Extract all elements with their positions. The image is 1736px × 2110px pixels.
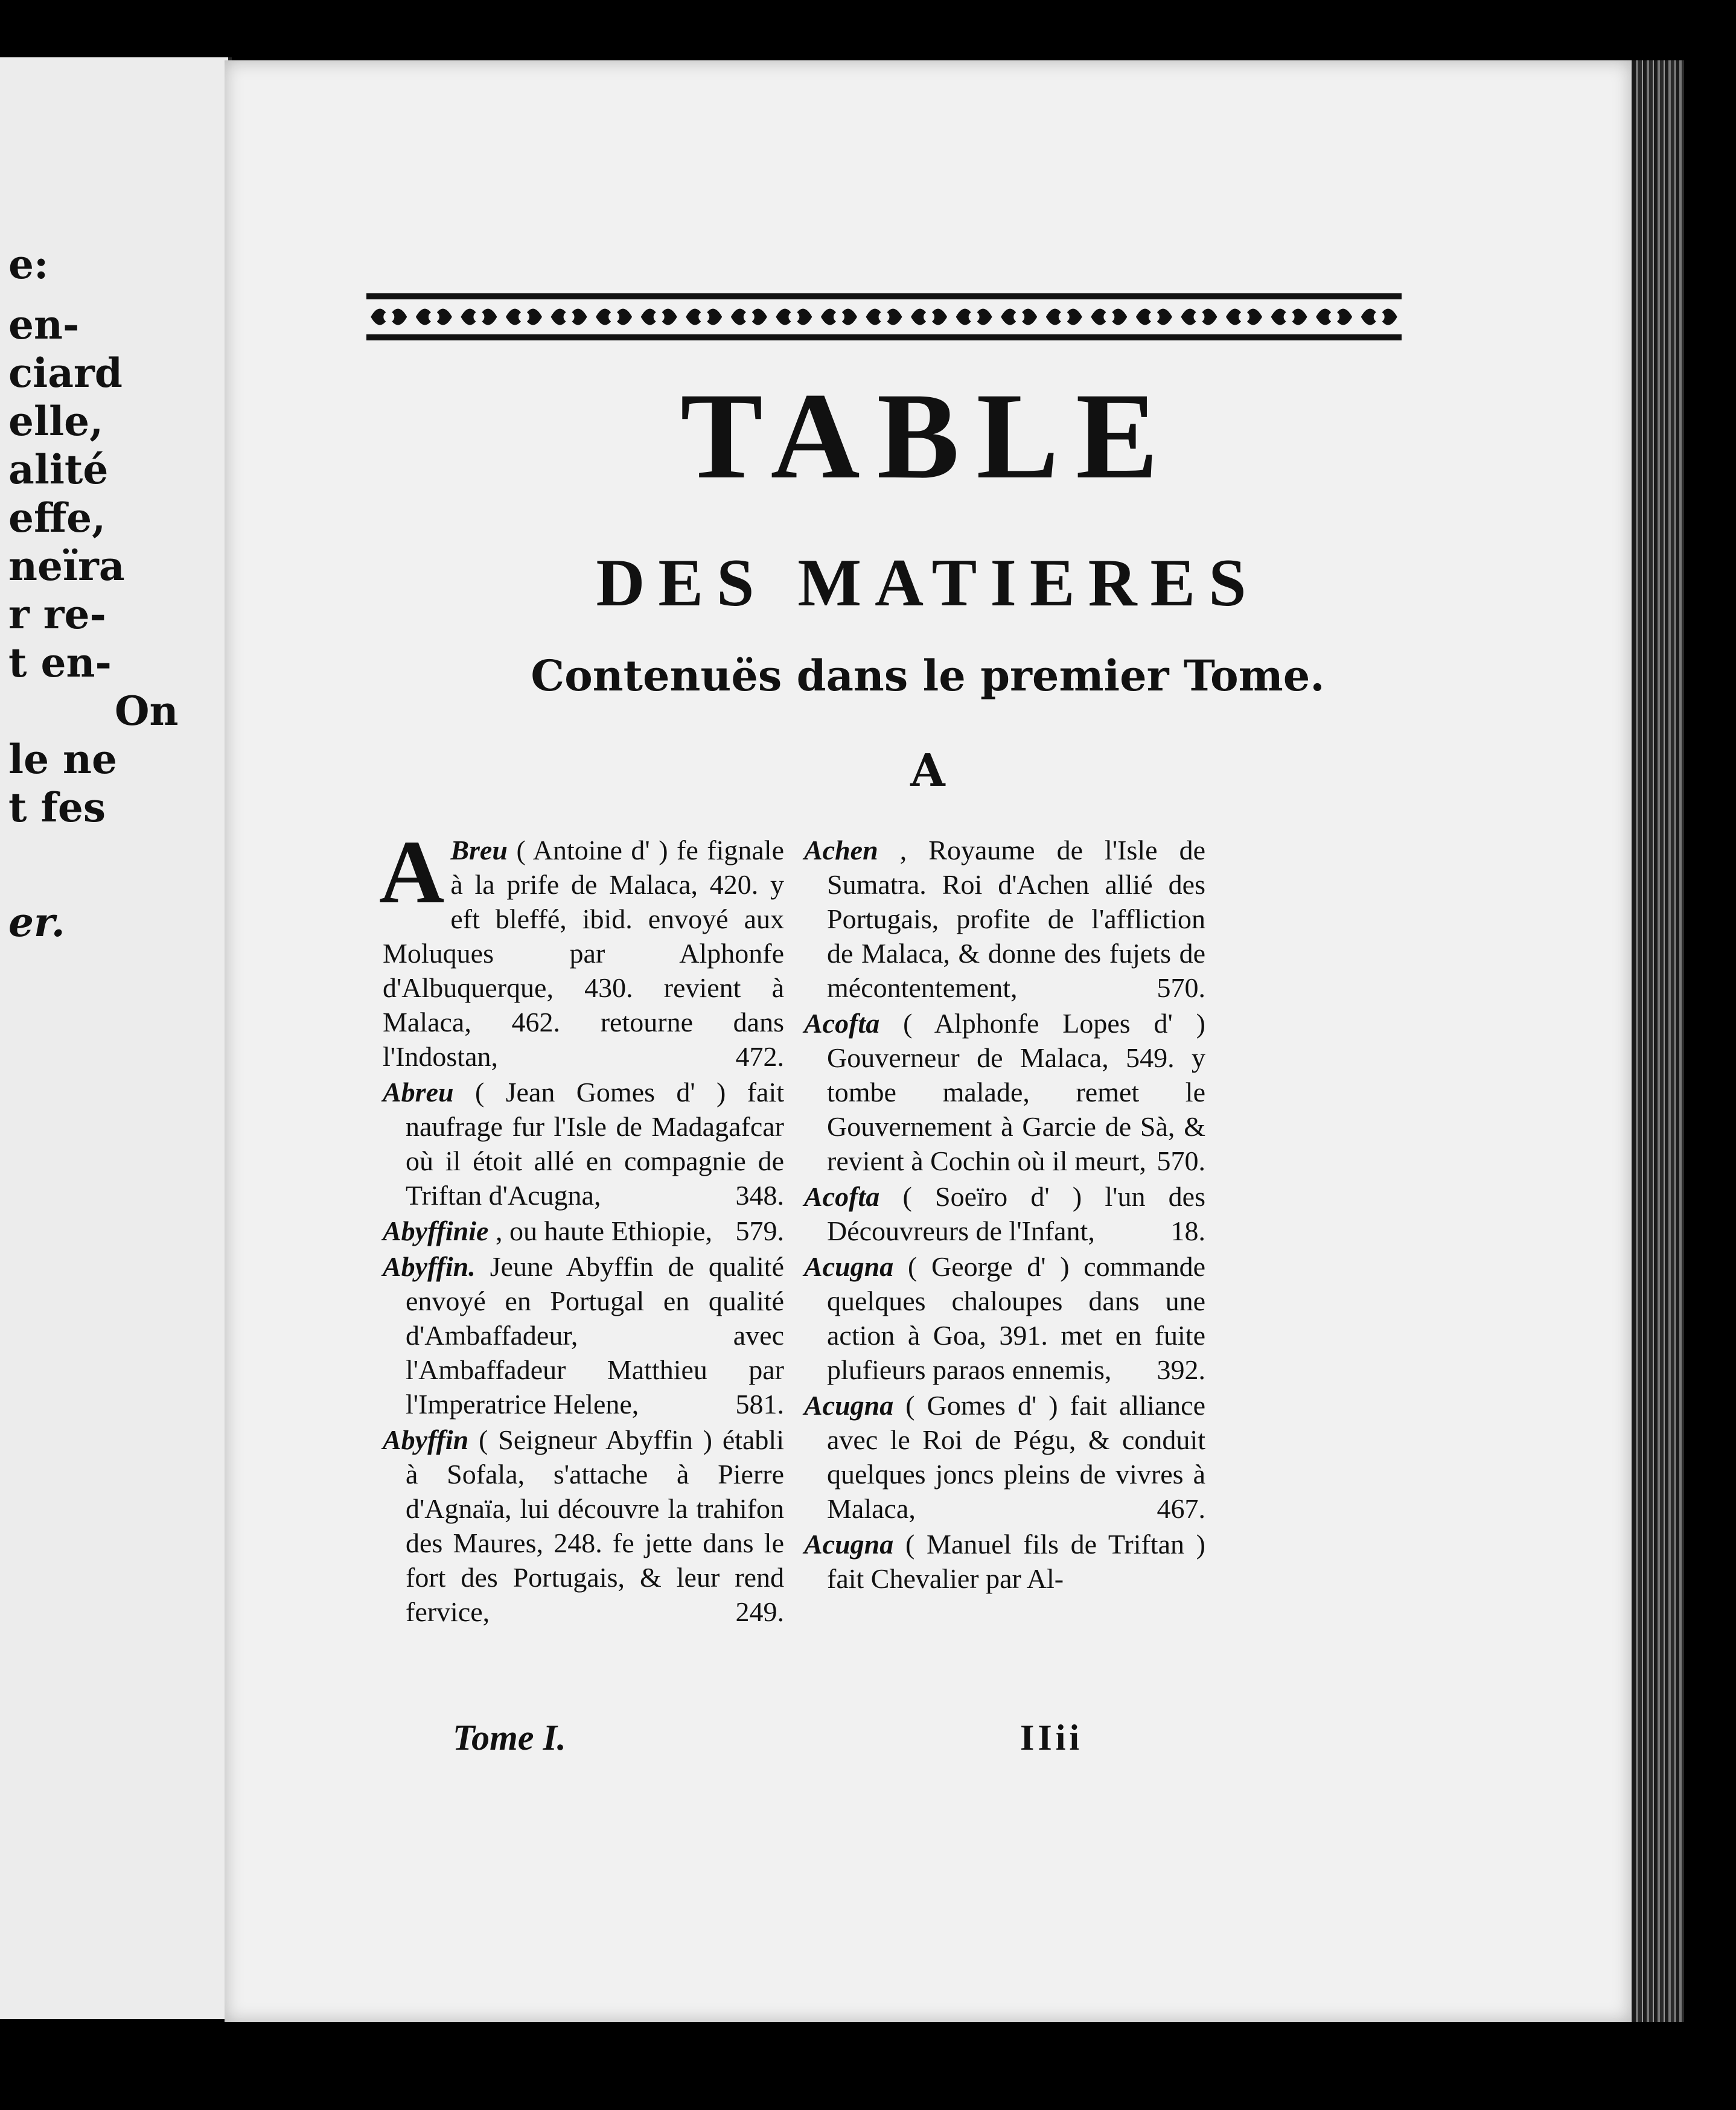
facing-page-left bbox=[0, 57, 232, 2019]
facing-page-fragment: en- bbox=[8, 301, 80, 348]
page-reference: 472. bbox=[735, 1041, 784, 1072]
page-reference: 18. bbox=[1170, 1216, 1205, 1246]
volume-label: Tome I. bbox=[453, 1718, 566, 1758]
ornament-unit bbox=[416, 309, 452, 325]
ornament-unit bbox=[911, 309, 947, 325]
index-column-right bbox=[804, 833, 1205, 1597]
signature-mark: IIii bbox=[1020, 1718, 1083, 1758]
facing-page-fragment: On bbox=[115, 687, 179, 735]
entry-heading: Achen bbox=[804, 835, 878, 865]
index-entry bbox=[383, 1249, 784, 1421]
facing-page-fragment: r re- bbox=[8, 591, 106, 638]
page-title: TABLE bbox=[680, 368, 1175, 505]
entry-text: ( Seigneur Abyffin ) établi à Sofala, s'attache à Pierre d'Agnaïa, lui découvre la trahifon des Maures, 248. fe jette dans le fort des Portugais, & leur rend fervice, bbox=[406, 1424, 784, 1627]
entry-text: ( George d' ) commande quelques chaloupes dans une action à Goa, 391. met en fuite plufieurs paraos ennemis, bbox=[827, 1251, 1206, 1385]
page-reference: 348. bbox=[735, 1180, 784, 1211]
ornament-unit bbox=[641, 309, 677, 325]
ornament-unit bbox=[1181, 309, 1217, 325]
ornament-unit bbox=[1046, 309, 1082, 325]
facing-page-fragment: t fes bbox=[8, 784, 106, 831]
ornament-unit bbox=[1271, 309, 1307, 325]
entry-heading: Abyffin bbox=[383, 1424, 469, 1455]
section-letter: A bbox=[910, 745, 945, 797]
facing-page-fragment: er. bbox=[8, 899, 65, 946]
ornament-unit bbox=[1226, 309, 1262, 325]
facing-page-fragment: ciard bbox=[8, 349, 123, 397]
ornament-unit bbox=[866, 309, 902, 325]
book-page bbox=[225, 60, 1631, 2022]
ornament-unit bbox=[551, 309, 587, 325]
entry-heading: Abyffin. bbox=[383, 1251, 476, 1282]
index-entry bbox=[383, 1423, 784, 1629]
facing-page-fragment: e: bbox=[8, 241, 49, 288]
entry-heading: Abreu bbox=[383, 1077, 454, 1108]
index-entry bbox=[383, 1214, 784, 1248]
ornament-unit bbox=[956, 309, 992, 325]
contents-line: Contenuës dans le premier Tome. bbox=[531, 651, 1325, 701]
index-column-left bbox=[379, 822, 784, 1630]
ornament-unit bbox=[1361, 309, 1397, 325]
index-entry bbox=[804, 833, 1205, 1005]
entry-heading: Abyffinie bbox=[383, 1216, 489, 1246]
index-entry bbox=[804, 1527, 1205, 1596]
entry-text: , ou haute Ethiopie, bbox=[495, 1216, 712, 1246]
page-reference: 249. bbox=[735, 1596, 784, 1627]
page-reference: 392. bbox=[1157, 1354, 1205, 1385]
ornament-unit bbox=[1316, 309, 1352, 325]
page-reference: 570. bbox=[1157, 1146, 1205, 1176]
ornament-unit bbox=[1091, 309, 1127, 325]
facing-page-fragment: t en- bbox=[8, 639, 112, 686]
ornament-unit bbox=[731, 309, 767, 325]
page-subtitle: DES MATIERES bbox=[596, 546, 1260, 620]
index-entry bbox=[379, 822, 784, 1074]
index-entry bbox=[804, 1388, 1205, 1526]
page-reference: 467. bbox=[1157, 1493, 1205, 1524]
entry-heading: Acofta bbox=[804, 1181, 880, 1212]
ornament-unit bbox=[1001, 309, 1037, 325]
ornament-unit bbox=[1136, 309, 1172, 325]
ornament-unit bbox=[776, 309, 812, 325]
facing-page-fragment: effe, bbox=[8, 494, 106, 541]
entry-heading: Acofta bbox=[804, 1008, 880, 1039]
page-reference: 579. bbox=[735, 1216, 784, 1246]
entry-text: ( Jean Gomes d' ) fait naufrage fur l'Isle de Madagafcar où il étoit allé en compagnie de Triftan d'Acugna, bbox=[406, 1077, 784, 1211]
index-entry bbox=[804, 1179, 1205, 1248]
ornament-unit bbox=[596, 309, 632, 325]
ornament-band bbox=[366, 290, 1402, 344]
entry-heading: Acugna bbox=[804, 1390, 894, 1421]
ornament-unit bbox=[461, 309, 497, 325]
entry-text: ( Gomes d' ) fait alliance avec le Roi de Pégu, & conduit quelques joncs pleins de vivres à Malaca, bbox=[827, 1390, 1205, 1524]
ornament-unit bbox=[686, 309, 722, 325]
facing-page-fragment: le ne bbox=[8, 736, 118, 783]
drop-cap: A bbox=[379, 822, 445, 922]
entry-heading: Acugna bbox=[804, 1529, 894, 1560]
entry-text: ( Soeïro d' ) l'un des Découvreurs de l'Infant, bbox=[827, 1181, 1205, 1246]
ornament-unit bbox=[371, 309, 407, 325]
entry-text: ( Manuel fils de Triftan ) fait Chevalier par Al- bbox=[827, 1529, 1205, 1594]
entry-heading: Acugna bbox=[804, 1251, 894, 1282]
entry-text: , Royaume de l'Isle de Sumatra. Roi d'Achen allié des Portugais, profite de l'affliction de Malaca, & donne des fujets de mécontentement, bbox=[827, 835, 1205, 1003]
ornament-unit bbox=[506, 309, 542, 325]
index-entry bbox=[804, 1006, 1205, 1178]
facing-page-fragment: neïra bbox=[8, 543, 125, 590]
page-reference: 570. bbox=[1157, 972, 1205, 1003]
index-entry bbox=[383, 1075, 784, 1213]
entry-text: Jeune Abyffin de qualité envoyé en Portugal en qualité d'Ambaffadeur, avec l'Ambaffadeur Matthieu par l'Imperatrice Helene, bbox=[406, 1251, 784, 1420]
index-entry bbox=[804, 1249, 1205, 1387]
facing-page-fragment: elle, bbox=[8, 398, 104, 445]
entry-text: ( Alphonfe Lopes d' ) Gouverneur de Malaca, 549. y tombe malade, remet le Gouvernement à Garcie de Sà, & revient à Cochin où il meurt, bbox=[827, 1008, 1206, 1176]
entry-text: ( Antoine d' ) fe fignale à la prife de Malaca, 420. y eft bleffé, ibid. envoyé aux Moluques par Alphonfe d'Albuquerque, 430. revient à Malaca, 462. retourne dans l'Indostan, bbox=[383, 835, 784, 1072]
page-reference: 581. bbox=[735, 1389, 784, 1420]
ornament-unit bbox=[821, 309, 857, 325]
entry-heading: Breu bbox=[450, 835, 508, 865]
facing-page-fragment: alité bbox=[8, 446, 109, 493]
